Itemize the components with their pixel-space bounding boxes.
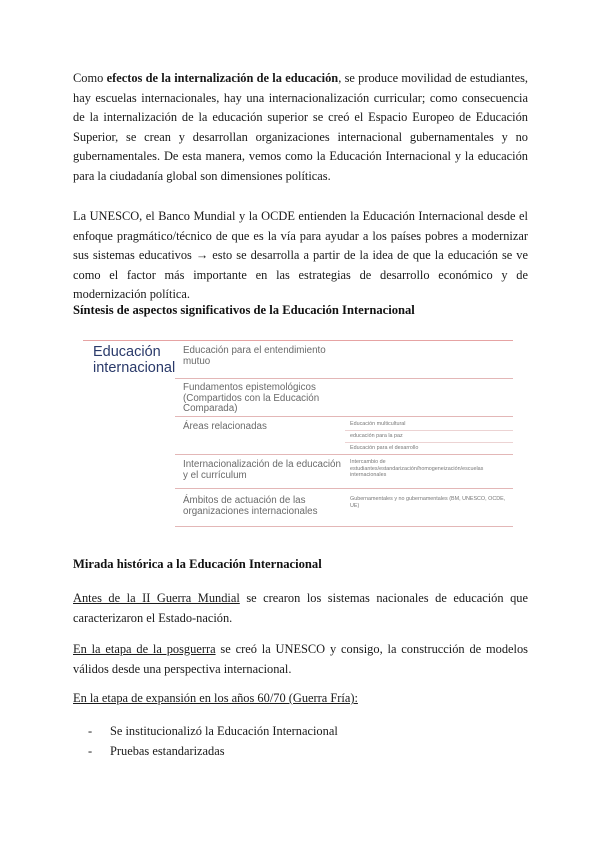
bullet-list bbox=[88, 722, 338, 761]
paragraph-effects bbox=[73, 69, 528, 186]
heading-history: Mirada histórica a la Educación Internacional bbox=[73, 557, 322, 571]
list-item-text: Se institucionalizó la Educación Internacional bbox=[110, 724, 338, 738]
ambitos-detail: Gubernamentales y no gubernamentales (BM, UNESCO, OCDE, UE) bbox=[350, 496, 506, 509]
p3-rest: se crearon los sistemas nacionales de educación que caracterizaron el Estado-nación. bbox=[73, 591, 528, 625]
p4-rest: se creó la UNESCO y consigo, la construcción de modelos válidos desde una perspectiva internacional. bbox=[73, 642, 528, 676]
intern-detail: Intercambio de estudiantes/estandarización/homogeneización/escuelas internacionales bbox=[350, 459, 484, 478]
dash-bullet: - bbox=[88, 743, 93, 758]
p4-underlined: En la etapa de la posguerra bbox=[73, 642, 216, 656]
row-internationalization: Internacionalización de la educación y el currículum bbox=[183, 459, 341, 481]
paragraph-before-ww2 bbox=[73, 589, 528, 628]
row-mutual-understanding: Educación para el entendimiento mutuo bbox=[183, 345, 326, 367]
list-item bbox=[88, 742, 338, 762]
p1-bold-phrase: efectos de la internalización de la educación bbox=[106, 71, 339, 85]
p1-pre: Como bbox=[73, 71, 107, 85]
p3-underlined: Antes de la II Guerra Mundial bbox=[73, 591, 240, 605]
area-development: Educación para el desarrollo bbox=[350, 445, 419, 451]
row-divider bbox=[175, 378, 513, 379]
area-multicultural: Educación multicultural bbox=[350, 421, 406, 427]
row-divider bbox=[175, 416, 513, 417]
sub-divider bbox=[345, 442, 513, 443]
list-item bbox=[88, 722, 338, 742]
p1-post: , se produce movilidad de estudiantes, hay escuelas internacionales, hay una internacionalización curricular; como consecuencia de la internalización de la educación superior se creó el Espacio Europeo de Educación Superior, se crean y desarrollan organizaciones internacional gubernamentales y no gubernamentales. De esta manera, vemos como la Educación Internacional y la educación para la ciudadanía global son dimensiones políticas. bbox=[73, 71, 528, 183]
row-divider bbox=[175, 526, 513, 527]
sub-divider bbox=[345, 430, 513, 431]
heading-synthesis: Síntesis de aspectos significativos de la Educación Internacional bbox=[73, 303, 415, 317]
figure-top-rule bbox=[83, 340, 513, 341]
area-peace: educación para la paz bbox=[350, 433, 403, 439]
paragraph-postwar bbox=[73, 640, 528, 679]
p5-underlined: En la etapa de expansión en los años 60/70 (Guerra Fría): bbox=[73, 691, 358, 705]
table-figure bbox=[83, 336, 513, 532]
paragraph-expansion bbox=[73, 689, 528, 709]
list-item-text: Pruebas estandarizadas bbox=[110, 743, 225, 758]
row-epistemological: Fundamentos epistemológicos (Compartidos con la Educación Comparada) bbox=[183, 382, 320, 414]
row-organizations: Ámbitos de actuación de las organizaciones internacionales bbox=[183, 495, 318, 517]
row-divider bbox=[175, 488, 513, 489]
row-related-areas: Áreas relacionadas bbox=[183, 421, 267, 432]
figure-title: Educación internacional bbox=[93, 344, 176, 376]
dash-bullet: - bbox=[88, 724, 93, 738]
paragraph-unesco: La UNESCO, el Banco Mundial y la OCDE entienden la Educación Internacional desde el enfoque pragmático/técnico de que es la vía para ayudar a los países pobres a modernizar sus sistemas educativos → esto se desarrolla a partir de la idea de que la educación se ve como el factor más importante en las estrategias de desarrollo económico y de modernización política. bbox=[73, 209, 528, 301]
row-divider bbox=[175, 454, 513, 455]
